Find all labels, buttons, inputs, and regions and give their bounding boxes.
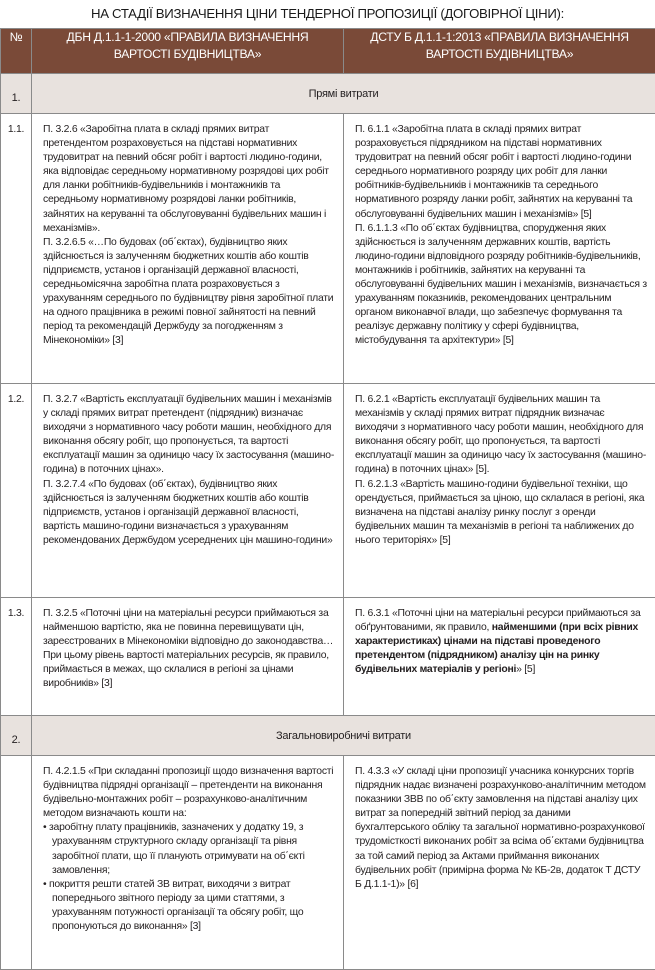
- table-row: [1, 756, 655, 970]
- dstu-paragraph: П. 6.2.1.3 «Вартість машино-години будівельної техніки, що орендується, приймається за ціною, що склалася в регіоні, яка визначена на підставі аналізу ринку послуг з оренди будівельних машин та механізмів в регіоні та наближених до нього територіях» [5]: [355, 478, 647, 548]
- bullet-icon: •: [43, 879, 46, 890]
- dstu-paragraph: [355, 607, 647, 677]
- dbn-paragraph: П. 3.2.7.4 «По будовах (об΄єктах), будівництво яких здійснюється із залученням бюджетних коштів або коштів підприємств, установ і організацій державної власності, вартість машино-години визначається з урахуванням рекомендованих Держбудом усереднених цін машино-години»: [43, 478, 335, 548]
- table-row: [1, 114, 655, 384]
- dstu-cell: [344, 384, 655, 598]
- table-row: [1, 384, 655, 598]
- bullet-icon: •: [43, 822, 46, 833]
- dstu-cell: [344, 756, 655, 970]
- header-dstu: ДСТУ Б Д.1.1-1:2013 «ПРАВИЛА ВИЗНАЧЕННЯ ВАРТОСТІ БУДІВНИЦТВА»: [344, 29, 655, 74]
- row-number: [1, 756, 32, 970]
- dstu-paragraph: П. 6.2.1 «Вартість експлуатації будівельних машин та механізмів у складі прямих витрат підрядник визначає виходячи з нормативного часу роботи машин, необхідного для виконання обсягу робіт, що пропонується, та вартості експлуатації машин за одиницю часу їх застосування (машино-година) в поточних цінах» [5].: [355, 393, 647, 478]
- dbn-list-item-text: заробітну плату працівників, зазначених у додатку 19, з урахуванням структурного складу організації та рівня заробітної плати, що її планують отримувати на об΄єкті замовлення;: [49, 822, 305, 875]
- dbn-list-item: [43, 821, 335, 877]
- header-dbn: ДБН Д.1.1-1-2000 «ПРАВИЛА ВИЗНАЧЕННЯ ВАРТОСТІ БУДІВНИЦТВА»: [32, 29, 344, 74]
- dbn-paragraph: При цьому рівень вартості матеріальних ресурсів, як правило, приймається в межах, що склалися в регіоні за цінами виробників» [3]: [43, 649, 335, 691]
- section-row-overhead-costs: [1, 716, 655, 756]
- dbn-paragraph: П. 3.2.6.5 «…По будовах (об΄єктах), будівництво яких здійснюється із залученням бюджетних коштів або коштів підприємств, установ і організацій державної власності, середньомісячна заробітна плата розраховується з урахуванням середнього по будівництву рівня заробітної плати на одного працівника в режимі повної зайнятості на певний період та рекомендацій Держбуду за погодженням з Мінекономіки» [3]: [43, 236, 335, 349]
- header-number: №: [1, 29, 32, 74]
- page-title: НА СТАДІЇ ВИЗНАЧЕННЯ ЦІНИ ТЕНДЕРНОЇ ПРОПОЗИЦІЇ (ДОГОВІРНОЇ ЦІНИ):: [0, 0, 655, 28]
- dbn-cell: [32, 114, 344, 384]
- section-number: 1.: [1, 74, 32, 114]
- section-row-direct-costs: [1, 74, 655, 114]
- dbn-cell: [32, 384, 344, 598]
- row-number: 1.2.: [1, 384, 32, 598]
- dbn-cell: [32, 756, 344, 970]
- dstu-cell: [344, 598, 655, 716]
- dstu-paragraph: П. 6.1.1 «Заробітна плата в складі прямих витрат розраховується підрядником на підставі нормативних трудовитрат на певний обсяг робіт і вартості людино-години середнього нормативного розряду цих робіт для ланки робітників-будівельників і монтажників та середнього нормативного розряду ланки робіт, зайнятих на керуванні та обслуговуванні будівельних машин і механізмів» [5]: [355, 123, 647, 222]
- table-header-row: [1, 29, 655, 74]
- section-title: Прямі витрати: [32, 74, 655, 114]
- section-number: 2.: [1, 716, 32, 756]
- dstu-cell: [344, 114, 655, 384]
- dstu-paragraph: П. 6.1.1.3 «По об΄єктах будівництва, спорудження яких здійснюється із залученням державних коштів, вартість людино-години відповідного розряду робітників-будівельників, монтажників і робітників, зайнятих на керуванні та обслуговуванні будівельних машин і механізмів, визначається з урахуванням показників, рекомендованих центральним органом виконавчої влади, що забезпечує формування та реалізує державну політику у сфері будівництва, містобудування та архітектури» [5]: [355, 222, 647, 349]
- dbn-paragraph: П. 4.2.1.5 «При складанні пропозиції щодо визначення вартості будівництва підрядні організації – претенденти на виконання будівельно-монтажних робіт – розрахунково-аналітичним методом визначають кошти на:: [43, 765, 335, 821]
- dstu-text: П. 6.3.1 «Поточні ціни на матеріальні ресурси приймаються за обґрунтованими, як правило,: [355, 608, 640, 633]
- dbn-list-item: [43, 878, 335, 934]
- dbn-list-item-text: покриття решти статей ЗВ витрат, виходячи з витрат попереднього звітного періоду за цими статтями, з урахуванням потужності організації та обсягу робіт, що пропонуються до виконання» [3]: [49, 879, 303, 932]
- comparison-table: [0, 28, 655, 970]
- dstu-emphasis-text: найменшими (при всіх рівних характеристиках) цінами на підставі проведеного претендентом (підрядником) аналізу цін на ринку будівельних матеріалів у регіоні: [355, 622, 638, 675]
- dbn-cell: [32, 598, 344, 716]
- dstu-paragraph: П. 4.3.3 «У складі ціни пропозиції учасника конкурсних торгів підрядник надає визначені розрахунково-аналітичним методом показники ЗВВ по об΄єкту замовлення на підставі аналізу цих витрат за попередній звітний період за даними бухгалтерського обліку та загальної нормативно-розрахункової трудомісткості виконаних робіт за всіма об΄єктами будівництва за той самий період за Актами приймання виконаних будівельних робіт (примірна форма № КБ-2в, додаток Т ДСТУ Б Д.1.1-1)» [6]: [355, 765, 647, 892]
- section-title: Загальновиробничі витрати: [32, 716, 655, 756]
- dbn-paragraph: П. 3.2.7 «Вартість експлуатації будівельних машин і механізмів у складі прямих витрат претендент (підрядник) визначає виходячи з нормативного часу роботи машин, необхідного для виконання обсягу робіт, що пропонується, та вартості експлуатації машин за одиницю часу їх застосування (машино-година) в поточних цінах».: [43, 393, 335, 478]
- dbn-paragraph: П. 3.2.6 «Заробітна плата в складі прямих витрат претендентом розраховується на підставі нормативних трудовитрат на певний обсяг робіт і вартості людино-години, яка відповідає середньому нормативному розрядові цих робіт для ланки робітників-будівельників і монтажників та середньому нормативному розрядові ланки робітників, зайнятих на керуванні та обслуговуванні будівельних машин і механізмів».: [43, 123, 335, 236]
- row-number: 1.3.: [1, 598, 32, 716]
- dbn-paragraph: П. 3.2.5 «Поточні ціни на матеріальні ресурси приймаються за найменшою вартістю, яка не повинна перевищувати цін, зареєстрованих в Мінекономіки відповідно до законодавства…: [43, 607, 335, 649]
- row-number: 1.1.: [1, 114, 32, 384]
- table-row: [1, 598, 655, 716]
- dstu-text-tail: » [5]: [516, 664, 535, 675]
